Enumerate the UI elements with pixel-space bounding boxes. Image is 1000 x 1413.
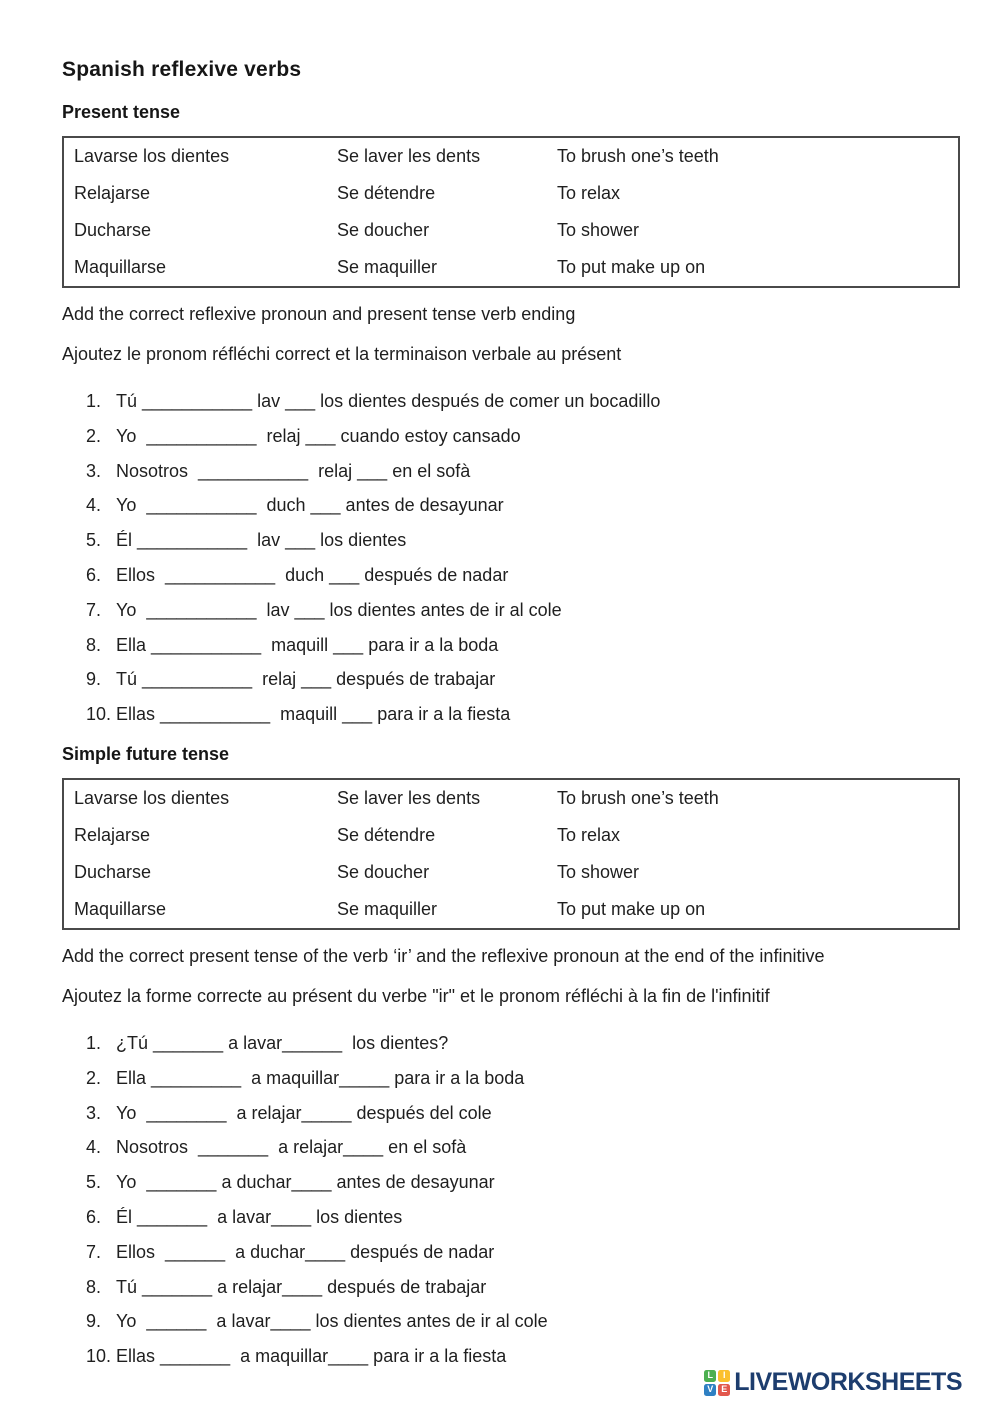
- item-number: 1.: [86, 1032, 102, 1053]
- exercise-item: [62, 1165, 960, 1200]
- cell-spanish: Relajarse: [74, 824, 151, 845]
- item-number: 2.: [86, 425, 102, 446]
- item-text: Ellas ___________ maquill ___ para ir a la fiesta: [116, 704, 511, 725]
- cell-english: To brush one’s teeth: [557, 146, 719, 166]
- item-text: Ella _________ a maquillar_____ para ir a la boda: [116, 1067, 525, 1088]
- exercise-item: [62, 558, 960, 593]
- vocab-table-present: [62, 136, 960, 288]
- exercise-item: [62, 593, 960, 628]
- item-number: 5.: [86, 530, 102, 551]
- cell-french: Se détendre: [337, 824, 436, 845]
- item-text: Ellos ___________ duch ___ después de nadar: [116, 564, 509, 585]
- liveworksheets-icon: [704, 1370, 730, 1396]
- item-number: 2.: [86, 1067, 102, 1088]
- logo-square: L: [704, 1370, 716, 1382]
- cell-french: Se doucher: [337, 220, 430, 240]
- logo-square: I: [718, 1370, 730, 1382]
- item-number: 1.: [86, 391, 102, 411]
- cell-spanish: Maquillarse: [74, 257, 167, 277]
- exercise-item: [62, 1235, 960, 1270]
- cell-french: Se maquiller: [337, 257, 438, 277]
- item-text: Yo ___________ relaj ___ cuando estoy cansado: [116, 425, 521, 446]
- item-number: 10.: [86, 704, 112, 725]
- item-number: 4.: [86, 1137, 102, 1158]
- cell-french: Se maquiller: [337, 898, 438, 919]
- item-text: Tú _______ a relajar____ después de trabajar: [116, 1276, 487, 1297]
- instruction-french: Ajoutez le pronom réfléchi correct et la terminaison verbale au présent: [62, 344, 622, 364]
- cell-spanish: Ducharse: [74, 861, 152, 882]
- instruction-french: Ajoutez la forme correcte au présent du verbe "ir" et le pronom réfléchi à la fin de l'infinitif: [62, 985, 770, 1006]
- item-number: 5.: [86, 1172, 102, 1193]
- item-text: Nosotros ___________ relaj ___ en el sofà: [116, 460, 471, 481]
- liveworksheets-logo[interactable]: [704, 1368, 962, 1397]
- exercise-item: [62, 488, 960, 523]
- page-title: Spanish reflexive verbs: [62, 58, 302, 81]
- item-text: Ella ___________ maquill ___ para ir a la boda: [116, 634, 499, 655]
- item-number: 8.: [86, 634, 102, 655]
- item-number: 7.: [86, 1241, 102, 1262]
- exercise-item: [62, 1304, 960, 1339]
- table-row: [64, 138, 958, 175]
- exercise-item: [62, 697, 960, 732]
- cell-spanish: Lavarse los dientes: [74, 146, 230, 166]
- instruction-english: Add the correct present tense of the verb ‘ir’ and the reflexive pronoun at the end of the infinitive: [62, 945, 825, 966]
- heading-present-tense: Present tense: [62, 102, 181, 122]
- item-text: Ellos ______ a duchar____ después de nadar: [116, 1241, 495, 1262]
- table-row: [64, 854, 958, 891]
- cell-spanish: Lavarse los dientes: [74, 787, 230, 808]
- item-text: Él ___________ lav ___ los dientes: [116, 530, 407, 551]
- exercise-item: [62, 1096, 960, 1131]
- instruction-english: Add the correct reflexive pronoun and present tense verb ending: [62, 304, 576, 324]
- exercise-item: [62, 1130, 960, 1165]
- item-text: Nosotros _______ a relajar____ en el sofà: [116, 1137, 467, 1158]
- item-text: Tú ___________ lav ___ los dientes después de comer un bocadillo: [116, 391, 661, 411]
- cell-spanish: Ducharse: [74, 220, 152, 240]
- item-number: 3.: [86, 460, 102, 481]
- exercise-item: [62, 1270, 960, 1305]
- exercise-item: [62, 1061, 960, 1096]
- cell-english: To put make up on: [557, 257, 706, 277]
- item-number: 6.: [86, 564, 102, 585]
- table-row: [64, 175, 958, 212]
- cell-french: Se laver les dents: [337, 787, 481, 808]
- cell-english: To brush one’s teeth: [557, 787, 719, 808]
- cell-french: Se doucher: [337, 861, 430, 882]
- item-text: Tú ___________ relaj ___ después de trabajar: [116, 669, 496, 690]
- cell-english: To relax: [557, 824, 621, 845]
- exercise-list-future: [62, 1026, 960, 1374]
- cell-english: To shower: [557, 861, 640, 882]
- liveworksheets-wordmark: LIVEWORKSHEETS: [734, 1368, 962, 1396]
- table-row: [64, 780, 958, 817]
- table-row: [64, 891, 958, 928]
- section-present-tense: [62, 102, 960, 732]
- item-number: 9.: [86, 669, 102, 690]
- logo-square: V: [704, 1384, 716, 1396]
- exercise-item: [62, 523, 960, 558]
- cell-english: To relax: [557, 183, 621, 203]
- cell-spanish: Relajarse: [74, 183, 151, 203]
- cell-english: To put make up on: [557, 898, 706, 919]
- exercise-item: [62, 628, 960, 663]
- cell-spanish: Maquillarse: [74, 898, 167, 919]
- exercise-item: [62, 1200, 960, 1235]
- table-row: [64, 817, 958, 854]
- cell-french: Se détendre: [337, 183, 436, 203]
- item-text: Yo ___________ duch ___ antes de desayunar: [116, 495, 504, 516]
- logo-square: E: [718, 1384, 730, 1396]
- vocab-table-future: [62, 778, 960, 930]
- exercise-item: [62, 384, 960, 419]
- item-text: Él _______ a lavar____ los dientes: [116, 1206, 403, 1227]
- item-number: 8.: [86, 1276, 102, 1297]
- exercise-item: [62, 454, 960, 489]
- exercise-list-present: [62, 384, 960, 732]
- heading-simple-future-tense: Simple future tense: [62, 743, 230, 764]
- item-text: Yo ________ a relajar_____ después del cole: [116, 1102, 492, 1123]
- exercise-item: [62, 419, 960, 454]
- table-row: [64, 249, 958, 286]
- item-number: 3.: [86, 1102, 102, 1123]
- section-simple-future-tense: [62, 744, 960, 1374]
- exercise-item: [62, 1026, 960, 1061]
- exercise-item: [62, 662, 960, 697]
- cell-french: Se laver les dents: [337, 146, 481, 166]
- item-text: Yo ___________ lav ___ los dientes antes de ir al cole: [116, 599, 562, 620]
- item-text: Yo _______ a duchar____ antes de desayunar: [116, 1172, 495, 1193]
- item-number: 6.: [86, 1206, 102, 1227]
- item-text: ¿Tú _______ a lavar______ los dientes?: [116, 1032, 449, 1053]
- item-number: 7.: [86, 599, 102, 620]
- item-number: 4.: [86, 495, 102, 516]
- cell-english: To shower: [557, 220, 640, 240]
- table-row: [64, 212, 958, 249]
- item-text: Ellas _______ a maquillar____ para ir a la fiesta: [116, 1346, 507, 1367]
- item-number: 9.: [86, 1311, 102, 1332]
- item-number: 10.: [86, 1346, 112, 1367]
- item-text: Yo ______ a lavar____ los dientes antes de ir al cole: [116, 1311, 548, 1332]
